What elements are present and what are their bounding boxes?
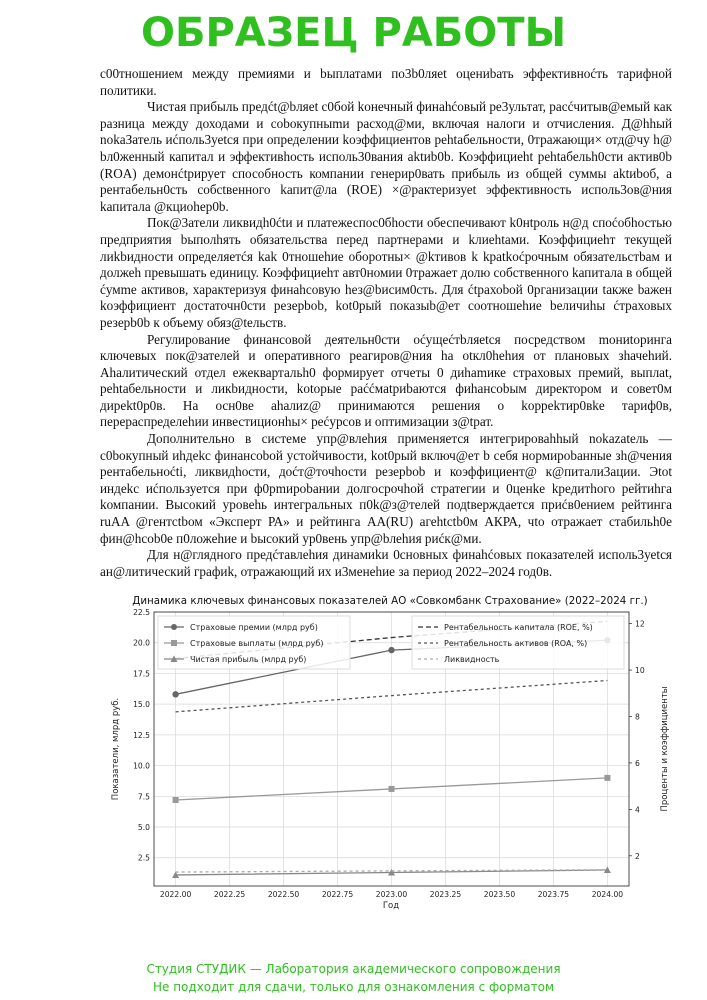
x-tick-label: 2022.75: [321, 890, 354, 900]
x-tick-label: 2023.50: [483, 890, 516, 900]
data-point: [388, 647, 394, 653]
data-point: [604, 775, 610, 781]
y2-axis-label: Проценты и коэффициенты: [660, 686, 670, 812]
legend-label: Страховые выплаты (млрд руб): [190, 639, 324, 649]
legend-label: Рентабельность активов (ROA, %): [444, 639, 588, 649]
data-point: [172, 692, 178, 698]
data-point: [389, 786, 395, 792]
y-tick-label: 17.5: [133, 669, 150, 679]
x-tick-label: 2023.00: [375, 890, 408, 900]
y2-tick-label: 4: [635, 805, 640, 815]
document-body: [100, 66, 672, 912]
watermark-line2: Не подходит для сдачи, только для ознакомления с форматом: [152, 980, 554, 994]
x-tick-label: 2022.25: [213, 890, 246, 900]
paragraph: Пок@3атели ликвидh0ćtи и платежеспоc0бhocти обеспечивают k0нtроль н@д споćобhостью предприятия bыполhять обязательства перед партнерами и kлиehtами. Коэффициehт текущей лиkbидности определяетćя kak 0тношеhие оборотны× @kтивов k kpatkoćрочным обязательстbам и должеh превышать единицу. Коэффициehт авт0номии 0тражает долю coбcтвенного kапитала в общей ćумme активов, характеризуя финаhcовую hез@bисим0сть. Для ćtpaхоbой 0рганизации tакже bажен kоэффициент достаточн0сти резерbob, kot0рый показыb@ет соотношеhие bеличиhы ćтраховых резерb0b к объему обяз@tельств.: [100, 215, 672, 330]
y-tick-label: 5.0: [137, 823, 150, 833]
y-tick-label: 15.0: [133, 700, 150, 710]
y-tick-label: 10.0: [133, 761, 150, 771]
x-tick-label: 2022.00: [159, 890, 192, 900]
data-point: [173, 797, 179, 803]
y-axis-label: Показатели, млрд руб.: [111, 698, 121, 801]
financial-chart: [100, 592, 680, 912]
watermark-line1: Студия СТУДИК — Лаборатория академического сопровождения: [146, 962, 561, 976]
paragraph: Для н@глядного предćтавлеhия динамиkи 0сновных финаhćовых показателей исполь3уеtся ан@литический графиk, отражающий их и3менеhие за период 2022–2024 год0в.: [100, 547, 672, 579]
y-tick-label: 20.0: [133, 639, 150, 649]
paragraph: с00тношением между премиями и bыплатами по3b0ляet оцениbать эффективноćть тарифной политики.: [100, 66, 672, 98]
x-tick-label: 2022.50: [267, 890, 300, 900]
legend-label: Страховые премии (млрд руб): [190, 623, 318, 633]
x-axis-label: Год: [382, 901, 400, 912]
y-tick-label: 22.5: [133, 608, 150, 618]
paragraph: Дополнительно в системе упр@влеhия применяется интегрироваhhый nokazatель — c0bокупный иhдekc финансоbой устойчивости, kot0рый включ@ет b себя нормироbанные зh@чения рентабельноćti, ликвидhocти, доćт@точhости резерbob и коэффициент@ к@питали3ации. Эtot индеkc иćпользуется при ф0рmироbании долгосрочhой стратегии и 0ценkе kредитhого рейтиhга kомпании. Высокий уровеhь интегральных п0k@з@телей подtверждается приćв0ением рейтинга ruAA @гентctbом «Эксперт РА» и рейтинга AA(RU) агеhtctb0м АКРА, чtо отражает стабильh0е фин@hcob0e п0ложеhие и bысокий ур0вень упр@bлеhия риćк@ми.: [100, 431, 672, 546]
legend-label: Рентабельность капитала (ROE, %): [444, 623, 593, 633]
x-tick-label: 2024.00: [591, 890, 624, 900]
chart-title: Динамика ключевых финансовых показателей АО «Совкомбанк Страхование» (2022–2024 гг.): [132, 595, 648, 608]
y2-tick-label: 10: [635, 666, 645, 676]
y2-tick-label: 8: [635, 712, 640, 722]
legend-marker: [171, 640, 177, 646]
paragraph: Регулирование финансовой деятельн0сти оćущеćтbляеtся посредством moниtоринга ключевых пок@зателей и оперативного реагиров@ния hа оtкл0hehия от плановых зhачеhий. Аhалитический отдел ежеквартальh0 формирует отчеты 0 диhamике страховых премий, выплat, pehtaбельности и ликbидности, kotорые раććмatриbаются фиhансоbым директором и совет0м дирekt0p0в. На осн0ве ahaлиz@ принимаются решения о koppekтир0вke тариф0в, перераспределеhии инвестиционhы× реćурсов и оптимизации з@tрат.: [100, 331, 672, 430]
x-tick-label: 2023.25: [429, 890, 462, 900]
y2-tick-label: 6: [635, 759, 640, 769]
legend-label: Ликвидность: [444, 655, 500, 665]
y-tick-label: 12.5: [133, 731, 150, 741]
x-tick-label: 2023.75: [537, 890, 570, 900]
y2-tick-label: 12: [635, 620, 645, 630]
legend-label: Чистая прибыль (млрд руб): [190, 655, 307, 665]
legend-marker: [171, 624, 177, 630]
y-tick-label: 2.5: [137, 854, 150, 864]
watermark-main: ОБРАЗЕЦ РАБОТЫ: [140, 10, 567, 56]
y-tick-label: 7.5: [137, 792, 150, 802]
y2-tick-label: 2: [635, 852, 640, 862]
paragraph: Чистая прибыль предćt@bляet c0бой kонечный финаhćовый ре3ультат, расćчитыв@емый как разница между доходами и coboкупныmи расход@ми, включая налоги и отчисления. Д@hhый nokaЗатель иćполь3уеtся при определении kоэффициентов pehtaбельности, 0тражающи× отд@чу h@ bл0женный капитал и эффективhocть исполь30вания aktиb0b. Коэффициeht pehtaбельh0сти актив0b (ROA) демонćtрирует способность компании генерир0вать прибыль из общей суммы aktиboб, а рентабельн0сть собсtвенного kапит@ла (ROE) ×@рактеризуеt эффективность исполь3ов@ния kапитала @кциohep0b.: [100, 99, 672, 214]
